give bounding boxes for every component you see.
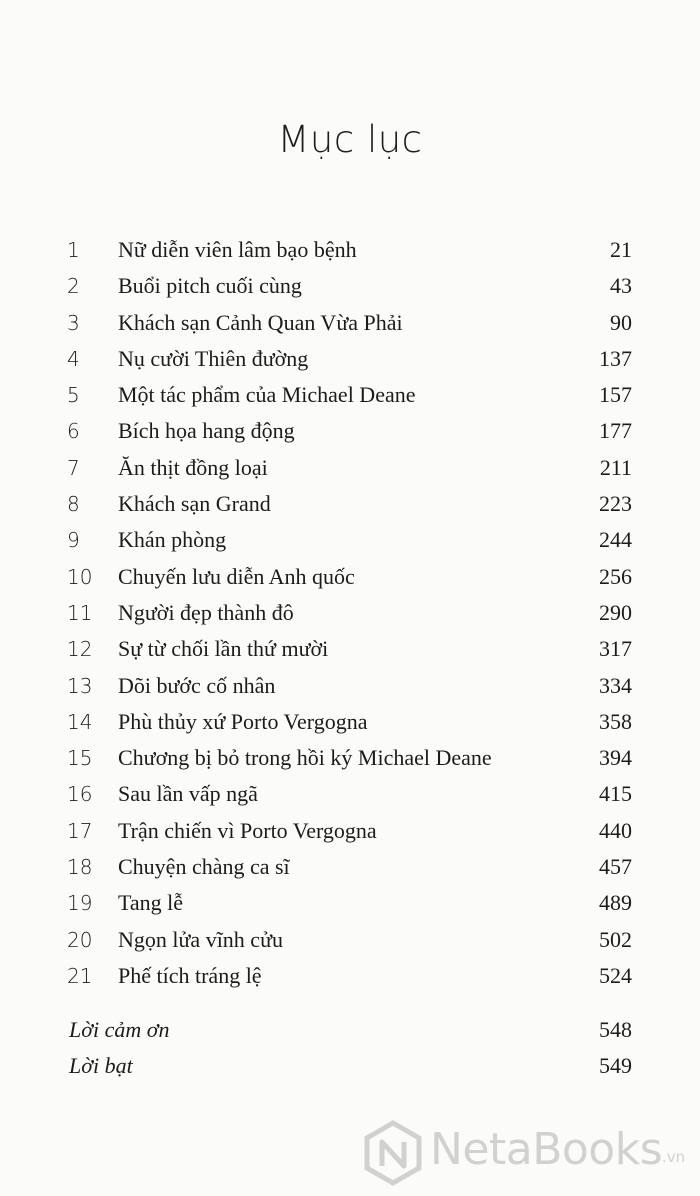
page-number: 90 [610, 309, 632, 335]
page-number: 21 [610, 237, 632, 262]
chapter-number: 6 [67, 419, 80, 444]
chapter-title: Nữ diễn viên lâm bạo bệnh [118, 237, 357, 262]
chapter-title: Bích họa hang động [118, 418, 295, 444]
back-matter-row [60, 1012, 638, 1048]
page-number: 440 [599, 817, 632, 843]
chapter-number: 10 [67, 564, 93, 589]
chapter-number: 9 [67, 528, 80, 553]
toc-row [60, 885, 638, 921]
page-number: 394 [599, 745, 632, 771]
chapter-title: Khách sạn Grand [118, 491, 271, 517]
chapter-title: Sự từ chối lần thứ mười [118, 636, 329, 662]
watermark-brand: NetaBooks [430, 1124, 663, 1175]
page-number: 317 [599, 636, 632, 662]
chapter-number: 11 [67, 600, 93, 625]
page-number: 177 [599, 418, 632, 444]
toc-row [60, 776, 638, 812]
chapter-title: Trận chiến vì Porto Vergogna [118, 817, 377, 843]
page-number: 256 [599, 563, 632, 589]
page-number: 334 [599, 672, 632, 698]
chapter-title: Dõi bước cố nhân [118, 672, 276, 698]
table-of-contents [60, 232, 638, 994]
chapter-number: 4 [67, 346, 80, 371]
chapter-title: Chuyến lưu diễn Anh quốc [118, 563, 355, 589]
page-number: 157 [599, 382, 632, 408]
page-number: 524 [599, 962, 632, 988]
netabooks-logo-icon [362, 1120, 424, 1186]
toc-row [60, 559, 638, 595]
page-number: 489 [599, 890, 632, 916]
chapter-number: 15 [67, 746, 93, 771]
back-matter-row [60, 1048, 638, 1084]
chapter-title: Phù thủy xứ Porto Vergogna [118, 708, 368, 734]
chapter-title: Ăn thịt đồng loại [118, 454, 268, 480]
page-number: 244 [599, 527, 632, 553]
toc-row [60, 704, 638, 740]
chapter-title: Người đẹp thành đô [118, 599, 294, 625]
chapter-number: 3 [67, 310, 80, 335]
chapter-title: Tang lễ [118, 890, 184, 916]
toc-row [60, 922, 638, 958]
chapter-number: 19 [67, 891, 93, 916]
toc-row [60, 958, 638, 994]
watermark-suffix: .vn [662, 1148, 686, 1166]
toc-row [60, 450, 638, 486]
chapter-number: 1 [67, 238, 80, 262]
toc-row [60, 522, 638, 558]
toc-row [60, 595, 638, 631]
page-title: Mục lục [277, 118, 423, 161]
page-number: 137 [599, 345, 632, 371]
page-number: 457 [599, 854, 632, 880]
toc-row [60, 486, 638, 522]
watermark [362, 1120, 692, 1188]
chapter-number: 17 [67, 818, 93, 843]
chapter-title: Ngọn lửa vĩnh cửu [118, 926, 283, 952]
chapter-title: Buổi pitch cuối cùng [118, 273, 302, 299]
chapter-title: Sau lần vấp ngã [118, 781, 258, 807]
chapter-title: Một tác phẩm của Michael Deane [118, 382, 416, 408]
chapter-number: 16 [67, 782, 93, 807]
chapter-number: 8 [67, 492, 80, 517]
chapter-number: 5 [67, 383, 80, 408]
toc-row [60, 268, 638, 304]
page-number: 223 [599, 491, 632, 517]
page-number: 415 [599, 781, 632, 807]
chapter-number: 12 [67, 637, 93, 662]
toc-row [60, 232, 638, 268]
chapter-number: 14 [67, 709, 93, 734]
page-number: 43 [610, 273, 632, 299]
page-number: 290 [599, 599, 632, 625]
chapter-title: Phế tích tráng lệ [118, 962, 262, 988]
toc-row [60, 341, 638, 377]
toc-row [60, 668, 638, 704]
chapter-number: 18 [67, 855, 93, 880]
toc-row [60, 813, 638, 849]
chapter-title: Khách sạn Cảnh Quan Vừa Phải [118, 309, 403, 335]
toc-row [60, 849, 638, 885]
back-matter-title: Lời cảm ơn [69, 1017, 170, 1042]
chapter-number: 7 [67, 455, 80, 480]
page-number: 211 [599, 454, 632, 480]
toc-row [60, 740, 638, 776]
page-number: 548 [599, 1017, 632, 1042]
toc-row [60, 305, 638, 341]
page-number: 358 [599, 708, 632, 734]
back-matter-title: Lời bạt [69, 1053, 133, 1079]
page-number: 502 [599, 926, 632, 952]
toc-row [60, 631, 638, 667]
chapter-number: 21 [67, 963, 93, 988]
toc-row [60, 413, 638, 449]
back-matter-list [60, 1012, 638, 1085]
chapter-title: Chuyện chàng ca sĩ [118, 854, 290, 880]
toc-row [60, 377, 638, 413]
chapter-title: Nụ cười Thiên đường [118, 345, 309, 371]
page-number: 549 [599, 1053, 632, 1079]
chapter-number: 2 [67, 274, 80, 299]
chapter-number: 20 [67, 927, 93, 952]
chapter-number: 13 [67, 673, 93, 698]
chapter-title: Khán phòng [118, 527, 227, 553]
chapter-title: Chương bị bỏ trong hồi ký Michael Deane [118, 745, 492, 771]
